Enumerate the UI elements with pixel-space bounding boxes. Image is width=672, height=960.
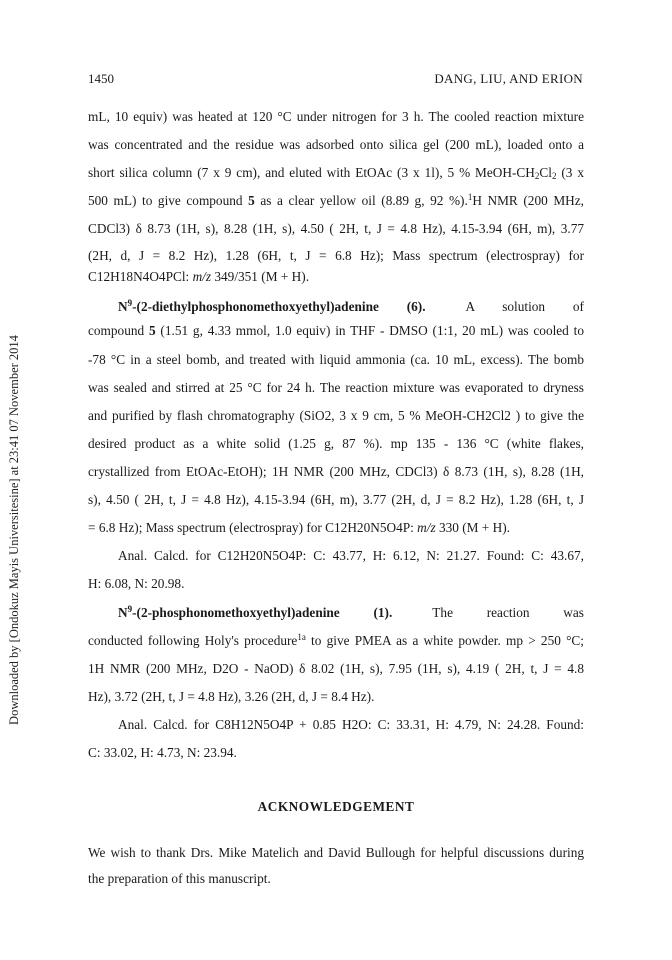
body-line: -78 °C in a steel bomb, and treated with liquid ammonia (ca. 10 mL, excess). The bomb bbox=[88, 352, 584, 367]
body-line: and purified by flash chromatography (SiO2, 3 x 9 cm, 5 % MeOH-CH2Cl2 ) to give the bbox=[88, 408, 584, 423]
download-watermark: Downloaded by [Ondokuz Mayis Universitesine] at 23:41 07 November 2014 bbox=[7, 335, 21, 725]
body-line: crystallized from EtOAc-EtOH); 1H NMR (200 MHz, CDCl3) δ 8.73 (1H, s), 8.28 (1H, bbox=[88, 464, 584, 479]
body-line: CDCl3) δ 8.73 (1H, s), 8.28 (1H, s), 4.50 ( 2H, t, J = 4.8 Hz), 4.15-3.94 (6H, m), 3.77 bbox=[88, 221, 584, 236]
analysis-line: Anal. Calcd. for C8H12N5O4P + 0.85 H2O: C: 33.31, H: 4.79, N: 24.28. Found: bbox=[118, 717, 584, 732]
running-header bbox=[88, 71, 583, 89]
analysis-line: Anal. Calcd. for C12H20N5O4P: C: 43.77, H: 6.12, N: 21.27. Found: C: 43.67, bbox=[118, 548, 584, 563]
formula: C12H18N4O4PCl: bbox=[88, 269, 190, 284]
page-number: 1450 bbox=[88, 71, 114, 86]
acknowledgement-line: We wish to thank Drs. Mike Matelich and David Bullough for helpful discussions during bbox=[88, 845, 584, 860]
body-line: conducted following Holy's procedure$^{1a}$ to give PMEA as a white powder. mp > 250 °C; bbox=[88, 632, 584, 648]
acknowledgement-line: the preparation of this manuscript. bbox=[88, 871, 271, 886]
body-line: C12H18N4O4PCl: m/z 349/351 (M + H). bbox=[88, 269, 310, 284]
body-line: was sealed and stirred at 25 °C for 24 h. The reaction mixture was evaporated to dryness bbox=[88, 380, 584, 395]
body-line: mL, 10 equiv) was heated at 120 °C under nitrogen for 3 h. The cooled reaction mixture bbox=[88, 109, 584, 124]
section-heading-compound-1: $N^9-(2-phosphonomethoxyethyl)adenine$ (1). The reaction was bbox=[118, 604, 584, 620]
compound-ref: 5 bbox=[248, 193, 255, 208]
body-line: 500 mL) to give compound 5 as a clear yellow oil (8.89 g, 92 %).$^1$H NMR (200 MHz, bbox=[88, 192, 584, 208]
body-line: desired product as a white solid (1.25 g, 87 %). mp 135 - 136 °C (white flakes, bbox=[88, 436, 584, 451]
body-line: short silica column (7 x 9 cm), and eluted with EtOAc (3 x 1l), 5 % MeOH-$CH_2Cl_2$ (3 x bbox=[88, 165, 584, 181]
body-line: s), 4.50 ( 2H, t, J = 4.8 Hz), 4.15-3.94 (6H, m), 3.77 (2H, d, J = 8.2 Hz), 1.28 (6H, t, J bbox=[88, 492, 584, 507]
body-line: (2H, d, J = 8.2 Hz), 1.28 (6H, t, J = 6.8 Hz); Mass spectrum (electrospray) for bbox=[88, 248, 584, 263]
running-authors: DANG, LIU, AND ERION bbox=[434, 71, 583, 86]
section-heading-compound-6: $N^9-(2-diethylphosphonomethoxyethyl)adenine$ (6). A solution of bbox=[118, 298, 584, 314]
body-line: 1H NMR (200 MHz, D2O - NaOD) δ 8.02 (1H, s), 7.95 (1H, s), 4.19 ( 2H, t, J = 4.8 bbox=[88, 661, 584, 676]
compound-ref: 5 bbox=[148, 323, 156, 338]
body-line: compound 5 (1.51 g, 4.33 mmol, 1.0 equiv) in THF - DMSO (1:1, 20 mL) was cooled to bbox=[88, 323, 584, 338]
body-line: was concentrated and the residue was adsorbed onto silica gel (200 mL), loaded onto a bbox=[88, 137, 584, 152]
body-line: Hz), 3.72 (2H, t, J = 4.8 Hz), 3.26 (2H, d, J = 8.4 Hz). bbox=[88, 689, 375, 704]
analysis-line: H: 6.08, N: 20.98. bbox=[88, 576, 185, 591]
acknowledgement-heading: ACKNOWLEDGEMENT bbox=[257, 799, 415, 814]
body-line: = 6.8 Hz); Mass spectrum (electrospray) for C12H20N5O4P: m/z 330 (M + H). bbox=[88, 520, 510, 535]
analysis-line: C: 33.02, H: 4.73, N: 23.94. bbox=[88, 745, 237, 760]
